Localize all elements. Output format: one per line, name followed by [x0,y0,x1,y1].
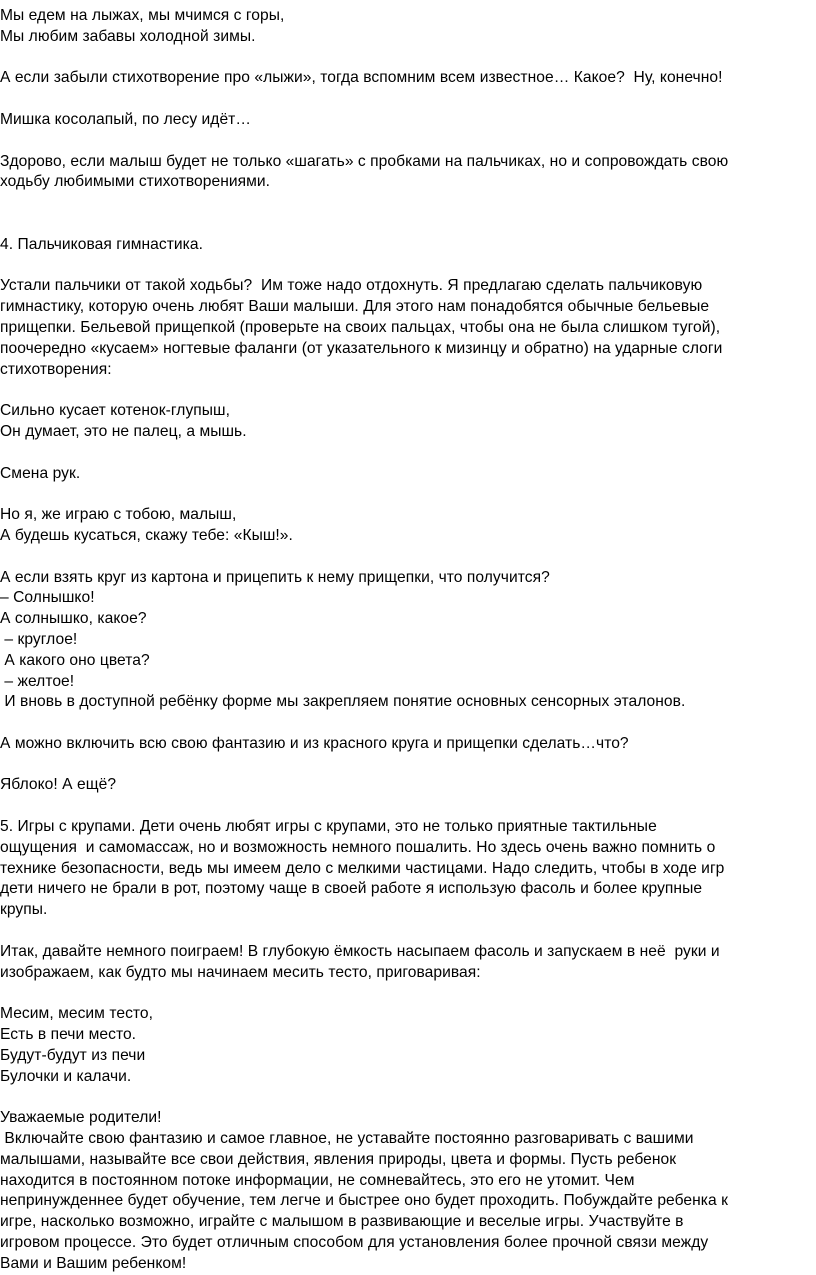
blank-line [0,131,816,152]
text-line: 5. Игры с крупами. Дети очень любят игры с крупами, это не только приятные тактильные [0,818,657,836]
text-line: игре, насколько возможно, играйте с малышом в развивающие и веселые игры. Участвуйте в [0,1213,684,1231]
text-line: Вами и Вашим ребенком! [0,1254,187,1272]
blank-line [0,380,816,401]
blank-line [0,713,816,734]
text-line: И вновь в доступной ребёнку форме мы закрепляем понятие основных сенсорных эталонов. [0,693,686,711]
text-line: поочередно «кусаем» ногтевые фаланги (от указательного к мизинцу и обратно) на ударные слоги [0,339,723,357]
blank-line [0,796,816,817]
text-line: Он думает, это не палец, а мышь. [0,422,247,440]
blank-line [0,1087,816,1108]
text-line: прищепки. Бельевой прищепкой (проверьте на своих пальцах, чтобы она не была слишком тугой), [0,318,721,336]
blank-line [0,256,816,277]
text-line: Итак, давайте немного поиграем! В глубокую ёмкость насыпаем фасоль и запускаем в неё руки и [0,942,720,960]
text-line: Мишка косолапый, по лесу идёт… [0,110,252,128]
text-line: ощущения и самомассаж, но и возможность немного пошалить. Но здесь очень важно помнить о [0,838,716,856]
text-line: – круглое! [0,630,78,648]
text-line: стихотворения: [0,360,112,378]
blank-line [0,89,816,110]
blank-line [0,484,816,505]
text-line: А если взять круг из картона и прицепить к нему прищепки, что получится? [0,568,550,586]
text-line: А солнышко, какое? [0,610,147,628]
text-line: 4. Пальчиковая гимнастика. [0,235,203,253]
text-line: крупы. [0,901,48,919]
text-line: находится в постоянном потоке информации, не сомневайтесь, это его не утомит. Чем [0,1171,635,1189]
text-line: А будешь кусаться, скажу тебе: «Кыш!». [0,526,293,544]
text-line: Месим, месим тесто, [0,1005,154,1023]
blank-line [0,214,816,235]
text-line: Уважаемые родители! [0,1109,162,1127]
text-line: Включайте свою фантазию и самое главное, не уставайте постоянно разговаривать с вашими [0,1130,694,1148]
text-line: изображаем, как будто мы начинаем месить тесто, приговаривая: [0,963,481,981]
blank-line [0,48,816,69]
text-line: игровом процессе. Это будет отличным способом для установления более прочной связи между [0,1234,709,1252]
text-line: гимнастику, которую очень любят Ваши малыши. Для этого нам понадобятся обычные бельевые [0,298,710,316]
text-line: Устали пальчики от такой ходьбы? Им тоже надо отдохнуть. Я предлагаю сделать пальчиковую [0,277,703,295]
blank-line [0,983,816,1004]
blank-line [0,921,816,942]
text-line: малышами, называйте все свои действия, явления природы, цвета и формы. Пусть ребенок [0,1150,677,1168]
text-line: Смена рук. [0,464,81,482]
text-line: Есть в печи место. [0,1026,137,1044]
blank-line [0,443,816,464]
text-line: дети ничего не брали в рот, поэтому чаще в своей работе я использую фасоль и более крупные [0,880,703,898]
blank-line [0,547,816,568]
text-line: – желтое! [0,672,75,690]
text-line: А какого оно цвета? [0,651,150,669]
text-line: – Солнышко! [0,589,95,607]
text-line: Будут-будут из печи [0,1046,146,1064]
document-page [0,6,816,1275]
text-line: непринужденнее будет обучение, тем легче и быстрее оно будет проходить. Побуждайте ребенка к [0,1192,728,1210]
text-line: Мы едем на лыжах, мы мчимся с горы, [0,7,285,24]
text-line: А можно включить всю свою фантазию и из красного круга и прищепки сделать…что? [0,734,629,752]
text-line: Сильно кусает котенок-глупыш, [0,402,230,420]
text-line: Здорово, если малыш будет не только «шагать» с пробками на пальчиках, но и сопровождать свою [0,152,729,170]
blank-line [0,755,816,776]
text-line: Булочки и калачи. [0,1067,132,1085]
text-line: Мы любим забавы холодной зимы. [0,27,256,45]
text-line: ходьбу любимыми стихотворениями. [0,173,271,191]
text-line: Но я, же играю с тобою, малыш, [0,506,237,524]
blank-line [0,193,816,214]
text-line: Яблоко! А ещё? [0,776,117,794]
text-line: технике безопасности, ведь мы имеем дело с мелкими частицами. Надо следить, чтобы в ходе игр [0,859,725,877]
text-line: А если забыли стихотворение про «лыжи», тогда вспомним всем известное… Какое? Ну, конечно! [0,69,723,87]
